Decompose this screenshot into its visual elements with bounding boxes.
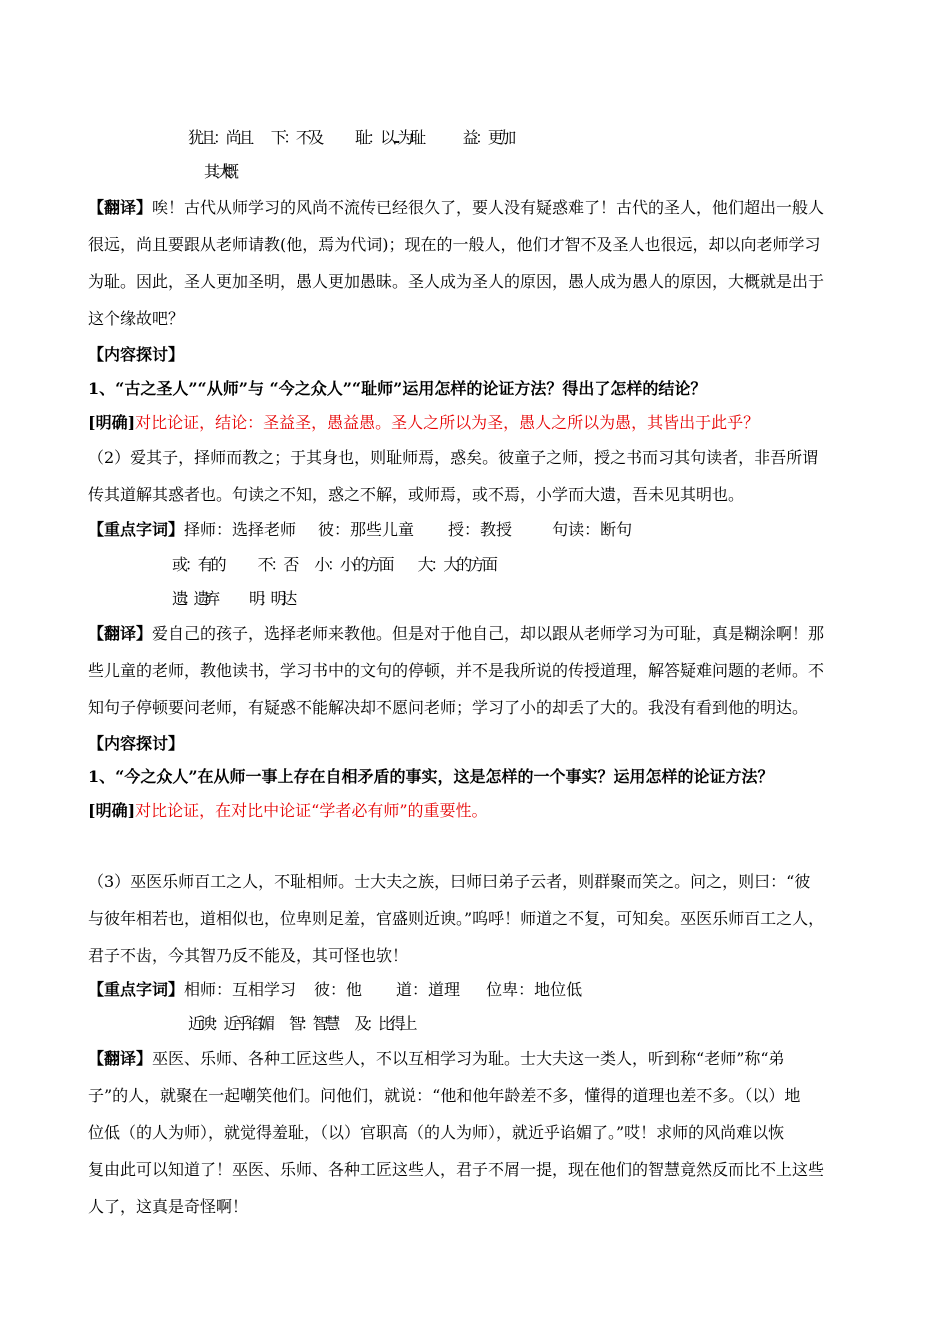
- keywords-label: 【重点字词】: [88, 520, 185, 539]
- keyword-item: 遗：遗弃: [172, 589, 216, 608]
- keyword-item: 小：小的方面: [314, 555, 392, 574]
- vocab-line: [204, 162, 950, 182]
- keywords-line: [188, 1014, 950, 1034]
- translation-line: 复由此可以知道了！巫医、乐师、各种工匠这些人，君子不屑一提，现在他们的智慧竟然反而比不上这些: [88, 1160, 825, 1179]
- answer-text: 对比论证，在对比中论证“学者必有师”的重要性。: [135, 801, 488, 820]
- translation-label: 【翻译】: [88, 624, 153, 643]
- translation-text: 唉！古代从师学习的风尚不流传已经很久了，要人没有疑惑难了！古代的圣人，他们超出一般人: [152, 198, 825, 217]
- keyword-item: 授：教授: [448, 520, 513, 539]
- translation-line: [88, 624, 878, 644]
- answer-text: 对比论证，结论：圣益圣，愚益愚。圣人之所以为圣，愚人之所以为愚，其皆出于此乎？: [135, 413, 760, 432]
- discussion-question: 1、“今之众人”在从师一事上存在自相矛盾的事实，这是怎样的一个事实？运用怎样的论证方法？: [88, 767, 774, 786]
- passage-line: 君子不齿，今其智乃反不能及，其可怪也欤！: [88, 946, 409, 965]
- keyword-item: 大：大的方面: [417, 555, 495, 574]
- vocab-term: 益：更加: [462, 128, 513, 147]
- answer-line: [88, 801, 878, 821]
- answer-line: [88, 413, 878, 433]
- translation-text: 爱自己的孩子，选择老师来教他。但是对于他自己，却以跟从老师学习为可耻，真是糊涂啊！那: [152, 624, 825, 643]
- keyword-item: 择师：选择老师: [184, 520, 297, 539]
- translation-line: 位低（的人为师），就觉得羞耻，（以）官职高（的人为师），就近乎谄媚了。”哎！求师的风尚难以恢: [88, 1123, 785, 1142]
- translation-label: 【翻译】: [88, 198, 153, 217]
- answer-label: [明确]: [88, 413, 136, 432]
- keyword-item: 句读：断句: [552, 520, 633, 539]
- keyword-item: 不：否: [257, 555, 297, 574]
- passage-line: （3）巫医乐师百工之人，不耻相师。士大夫之族，曰师曰弟子云者，则群聚而笑之。问之，则曰：“彼: [88, 872, 811, 891]
- translation-line: 为耻。因此，圣人更加圣明，愚人更加愚昧。圣人成为圣人的原因，愚人成为愚人的原因，大概就是出于: [88, 272, 825, 291]
- translation-line: 知句子停顿要问老师，有疑惑不能解决却不愿问老师；学习了小的却丢了大的。我没有看到他的明达。: [88, 698, 809, 717]
- keywords-line: [88, 980, 878, 1000]
- translation-text: 巫医、乐师、各种工匠这些人，不以互相学习为耻。士大夫这一类人，听到称“老师”称“弟: [152, 1049, 785, 1068]
- vocab-term: 犹且：尚且: [188, 128, 251, 147]
- keywords-label: 【重点字词】: [88, 980, 185, 999]
- vocab-term: 下：不及: [270, 128, 321, 147]
- keyword-item: 道：道理: [396, 980, 461, 999]
- keywords-line: [172, 555, 950, 575]
- keyword-item: 彼：他: [314, 980, 363, 999]
- translation-line: 些儿童的老师，教他读书，学习书中的文句的停顿，并不是我所说的传授道理，解答疑难问题的老师。不: [88, 661, 825, 680]
- keyword-item: 相师：互相学习: [184, 980, 297, 999]
- passage-line: 与彼年相若也，道相似也，位卑则足羞，官盛则近谀。”呜呼！师道之不复，可知矣。巫医乐师百工之人，: [88, 909, 825, 928]
- vocab-line: [188, 128, 950, 148]
- vocab-term: 耻：以...为耻: [354, 128, 423, 147]
- keyword-item: 及：比得上: [354, 1014, 414, 1033]
- translation-line: [88, 1049, 878, 1069]
- keyword-item: 彼：那些儿童: [318, 520, 415, 539]
- translation-line: 人了，这真是奇怪啊！: [88, 1197, 249, 1216]
- translation-line: 很远，尚且要跟从老师请教(他，焉为代词)；现在的一般人，他们才智不及圣人也很远，却以向老师学习: [88, 235, 821, 254]
- keyword-item: 明：明达: [249, 589, 293, 608]
- translation-line: [88, 198, 878, 218]
- section-heading: 【内容探讨】: [88, 734, 185, 753]
- translation-line: 这个缘故吧？: [88, 309, 185, 328]
- keyword-item: 位卑：地位低: [486, 980, 583, 999]
- passage-line: 传其道解其惑者也。句读之不知，惑之不解，或师焉，或不焉，小学而大遗，吾未见其明也。: [88, 485, 745, 504]
- keywords-line: [172, 589, 950, 609]
- keyword-item: 或：有的: [172, 555, 224, 574]
- keyword-item: 智：智慧: [288, 1014, 337, 1033]
- keyword-item: 近谀：近乎谄媚: [188, 1014, 271, 1033]
- passage-line: （2）爱其子，择师而教之；于其身也，则耻师焉，惑矣。彼童子之师，授之书而习其句读者，非吾所谓: [88, 448, 819, 467]
- answer-label: [明确]: [88, 801, 136, 820]
- vocab-term: 其：大概: [204, 162, 230, 181]
- discussion-question: 1、“古之圣人”“从师”与 “今之众人”“耻师”运用怎样的论证方法？得出了怎样的结论？: [88, 379, 707, 398]
- section-heading: 【内容探讨】: [88, 345, 185, 364]
- translation-label: 【翻译】: [88, 1049, 153, 1068]
- translation-line: 子”的人，就聚在一起嘲笑他们。问他们，就说：“他和他年龄差不多，懂得的道理也差不多。（以）地: [88, 1086, 801, 1105]
- keywords-line: [88, 520, 878, 540]
